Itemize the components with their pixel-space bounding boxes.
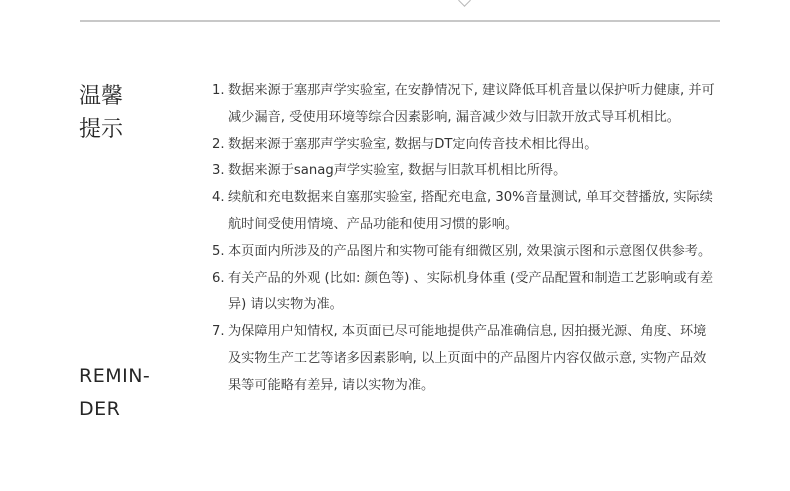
note-text: 续航和充电数据来自塞那实验室, 搭配充电盒, 30%音量测试, 单耳交替播放, 实际续航时间受使用情境、产品功能和使用习惯的影响。 [228, 190, 713, 232]
notes-list [212, 78, 717, 400]
chevron-down-icon [458, 0, 471, 7]
top-divider [80, 20, 720, 22]
note-item [212, 185, 717, 239]
note-number: 2. [212, 136, 225, 152]
note-text: 数据来源于塞那声学实验室, 数据与DT定向传音技术相比得出。 [228, 136, 598, 152]
title-chinese-line-1: 温馨 [79, 84, 124, 109]
title-english-line-1: REMIN- [79, 365, 151, 387]
note-number: 5. [212, 243, 225, 259]
title-chinese [79, 80, 139, 146]
note-text: 数据来源于sanag声学实验室, 数据与旧款耳机相比所得。 [228, 163, 567, 179]
note-text: 数据来源于塞那声学实验室, 在安静情况下, 建议降低耳机音量以保护听力健康, 并可减少漏音, 受使用环境等综合因素影响, 漏音减少效与旧款开放式导耳机相比。 [228, 83, 715, 125]
note-text: 为保障用户知情权, 本页面已尽可能地提供产品准确信息, 因拍摄光源、角度、环境及实物生产工艺等诸多因素影响, 以上页面中的产品图片内容仅做示意, 实物产品效果等可能略有差异, 请以实物为准。 [228, 324, 707, 393]
title-english-line-2: DER [79, 398, 121, 420]
note-number: 6. [212, 270, 225, 286]
note-item [212, 319, 717, 399]
note-item [212, 78, 717, 132]
note-item [212, 132, 717, 159]
note-item [212, 158, 717, 185]
note-item [212, 239, 717, 266]
note-item [212, 266, 717, 320]
note-number: 7. [212, 324, 225, 340]
note-text: 本页面内所涉及的产品图片和实物可能有细微区别, 效果演示图和示意图仅供参考。 [228, 243, 712, 259]
note-number: 1. [212, 83, 225, 98]
title-chinese-line-2: 提示 [79, 117, 124, 142]
note-number: 3. [212, 163, 225, 179]
title-english [79, 360, 150, 426]
note-number: 4. [212, 190, 225, 206]
note-text: 有关产品的外观 (比如: 颜色等) 、实际机身体重 (受产品配置和制造工艺影响或有差异) 请以实物为准。 [228, 270, 714, 313]
